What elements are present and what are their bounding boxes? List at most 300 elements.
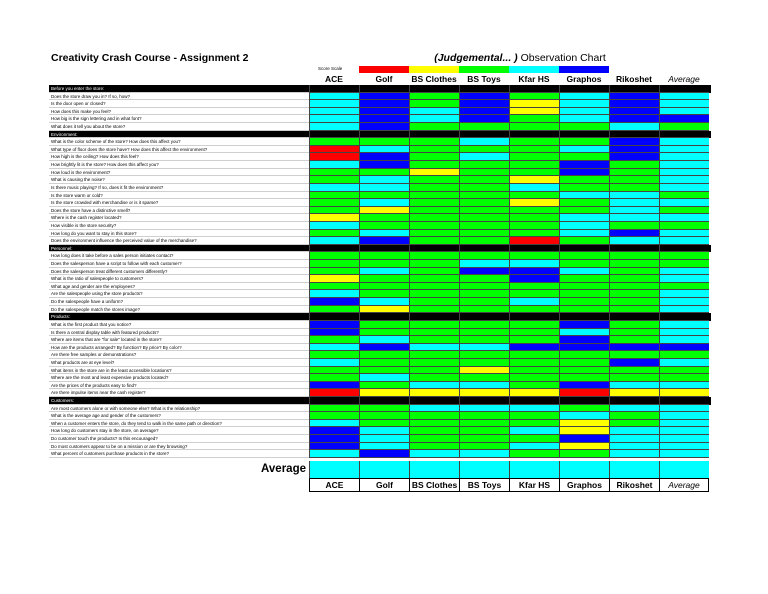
column-header: Graphos [566, 74, 602, 84]
score-cell [509, 443, 559, 451]
score-cell [509, 367, 559, 375]
score-cell [609, 367, 659, 375]
score-cell [659, 351, 709, 359]
score-cell [309, 146, 359, 154]
score-cell [559, 405, 609, 413]
score-cell [359, 214, 409, 222]
question-row [49, 93, 711, 101]
score-cell [659, 306, 709, 314]
score-cell [659, 450, 709, 458]
score-cell [509, 153, 559, 161]
score-cell [459, 344, 509, 352]
score-cell [509, 214, 559, 222]
question-label: What age and gender are the employees? [49, 283, 309, 291]
score-cell [559, 382, 609, 390]
score-cell [609, 131, 659, 139]
score-cell [459, 115, 509, 123]
question-row [49, 344, 711, 352]
score-cell [359, 138, 409, 146]
score-cell [509, 192, 559, 200]
score-cell [609, 192, 659, 200]
question-row [49, 367, 711, 375]
score-cell [309, 412, 359, 420]
score-cell [459, 184, 509, 192]
question-row [49, 298, 711, 306]
average-cell [559, 461, 609, 478]
score-cell [309, 222, 359, 230]
score-cell [309, 290, 359, 298]
score-cell [659, 298, 709, 306]
score-cell [309, 397, 359, 405]
score-cell [459, 230, 509, 238]
score-cell [459, 138, 509, 146]
score-cell [309, 351, 359, 359]
score-cell [409, 93, 459, 101]
score-cell [609, 275, 659, 283]
score-cell [609, 115, 659, 123]
score-cell [509, 222, 559, 230]
score-cell [559, 397, 609, 405]
score-scale-swatch [559, 66, 609, 73]
column-header: Kfar HS [509, 479, 559, 491]
score-cell [559, 420, 609, 428]
score-cell [409, 306, 459, 314]
score-cell [659, 443, 709, 451]
section-header-row [49, 313, 711, 321]
score-cell [559, 161, 609, 169]
score-cell [509, 184, 559, 192]
score-cell [459, 199, 509, 207]
score-cell [559, 275, 609, 283]
score-cell [559, 93, 609, 101]
score-cell [309, 443, 359, 451]
question-row [49, 192, 711, 200]
score-cell [409, 214, 459, 222]
score-cell [609, 184, 659, 192]
score-cell [509, 176, 559, 184]
score-cell [309, 275, 359, 283]
score-cell [609, 427, 659, 435]
score-cell [509, 100, 559, 108]
score-cell [309, 176, 359, 184]
question-label: Does the environment influence the perceived value of the merchandise? [49, 237, 309, 245]
score-cell [509, 169, 559, 177]
score-cell [609, 252, 659, 260]
score-cell [609, 123, 659, 131]
score-cell [309, 374, 359, 382]
question-row [49, 176, 711, 184]
score-cell [509, 435, 559, 443]
score-cell [409, 207, 459, 215]
question-label: Is the door open or closed? [49, 100, 309, 108]
score-cell [309, 199, 359, 207]
score-cell [409, 230, 459, 238]
score-scale-swatch [509, 66, 559, 73]
score-cell [609, 176, 659, 184]
score-cell [509, 123, 559, 131]
score-cell [659, 123, 709, 131]
question-label: Do customer touch the products? Is this encouraged? [49, 435, 309, 443]
score-cell [559, 443, 609, 451]
score-cell [309, 329, 359, 337]
question-label: What type of floor does the store have? How does this affect the environment? [49, 146, 309, 154]
question-label: When a customer enters the store, do they tend to walk in the same path or direction? [49, 420, 309, 428]
score-cell [359, 252, 409, 260]
score-cell [659, 207, 709, 215]
question-row [49, 450, 711, 458]
score-cell [359, 367, 409, 375]
score-cell [459, 237, 509, 245]
average-cell [659, 461, 709, 478]
score-cell [659, 93, 709, 101]
score-cell [459, 435, 509, 443]
score-cell [359, 184, 409, 192]
score-cell [609, 108, 659, 116]
score-cell [609, 290, 659, 298]
score-cell [509, 283, 559, 291]
score-cell [359, 169, 409, 177]
score-cell [309, 450, 359, 458]
score-cell [559, 260, 609, 268]
average-cell [359, 461, 409, 478]
score-cell [359, 405, 409, 413]
score-cell [609, 268, 659, 276]
score-cell [309, 169, 359, 177]
score-cell [509, 397, 559, 405]
score-cell [459, 420, 509, 428]
question-label: What is the average age and gender of the customers? [49, 412, 309, 420]
score-cell [459, 374, 509, 382]
question-label: Is there a central display table with featured products? [49, 329, 309, 337]
score-cell [659, 222, 709, 230]
question-label: What is the first product that you notice? [49, 321, 309, 329]
score-cell [359, 412, 409, 420]
score-cell [359, 382, 409, 390]
score-cell [559, 199, 609, 207]
average-cell [609, 461, 659, 478]
score-cell [509, 313, 559, 321]
score-cell [659, 230, 709, 238]
chart-title-text: Observation Chart [517, 52, 606, 64]
score-cell [359, 329, 409, 337]
score-cell [659, 359, 709, 367]
score-cell [409, 192, 459, 200]
question-row [49, 115, 711, 123]
score-cell [509, 207, 559, 215]
question-label: Are the salespeople using the store products? [49, 290, 309, 298]
question-row [49, 237, 711, 245]
score-cell [309, 382, 359, 390]
score-cell [659, 138, 709, 146]
score-cell [609, 146, 659, 154]
question-row [49, 169, 711, 177]
score-cell [409, 237, 459, 245]
score-cell [659, 275, 709, 283]
average-cell [409, 461, 459, 478]
score-cell [459, 153, 509, 161]
score-cell [609, 389, 659, 397]
score-cell [459, 146, 509, 154]
column-header: Golf [359, 479, 409, 491]
column-footer-row [309, 478, 709, 492]
score-cell [309, 207, 359, 215]
section-header-row [49, 245, 711, 253]
score-cell [409, 313, 459, 321]
score-cell [559, 222, 609, 230]
question-row [49, 108, 711, 116]
question-label: Does the salesperson have a script to follow with each customer? [49, 260, 309, 268]
score-cell [459, 389, 509, 397]
score-cell [509, 115, 559, 123]
question-row [49, 153, 711, 161]
question-row [49, 412, 711, 420]
score-cell [609, 412, 659, 420]
score-cell [659, 153, 709, 161]
score-cell [409, 382, 459, 390]
score-cell [309, 230, 359, 238]
score-cell [509, 85, 559, 93]
score-cell [609, 329, 659, 337]
question-label: Are most customers alone or with someone else? What is the relationship? [49, 405, 309, 413]
score-cell [409, 412, 459, 420]
score-cell [559, 321, 609, 329]
section-label: Environment: [49, 131, 309, 139]
score-cell [659, 260, 709, 268]
score-cell [309, 153, 359, 161]
score-cell [459, 306, 509, 314]
score-cell [559, 283, 609, 291]
score-cell [309, 184, 359, 192]
score-cell [409, 153, 459, 161]
score-cell [409, 245, 459, 253]
score-cell [559, 351, 609, 359]
question-label: Where are items that are "for sale" located in the store? [49, 336, 309, 344]
question-row [49, 351, 711, 359]
score-cell [309, 336, 359, 344]
score-cell [559, 100, 609, 108]
score-cell [509, 427, 559, 435]
score-cell [509, 275, 559, 283]
score-cell [659, 192, 709, 200]
score-cell [509, 298, 559, 306]
score-cell [309, 252, 359, 260]
score-cell [659, 336, 709, 344]
column-header-row [309, 73, 709, 85]
average-cell [509, 461, 559, 478]
question-row [49, 252, 711, 260]
column-header: Average [668, 74, 700, 84]
score-cell [359, 359, 409, 367]
score-cell [459, 412, 509, 420]
question-row [49, 420, 711, 428]
score-cell [559, 176, 609, 184]
score-cell [409, 351, 459, 359]
score-cell [609, 374, 659, 382]
score-scale-label: Score Scale [318, 66, 343, 71]
column-header: Kfar HS [518, 74, 550, 84]
page-title: Creativity Crash Course - Assignment 2 [51, 52, 249, 64]
score-cell [459, 367, 509, 375]
score-cell [459, 336, 509, 344]
score-cell [659, 313, 709, 321]
score-cell [409, 252, 459, 260]
question-row [49, 321, 711, 329]
score-cell [309, 100, 359, 108]
score-cell [309, 123, 359, 131]
score-cell [409, 336, 459, 344]
score-cell [509, 306, 559, 314]
score-cell [359, 146, 409, 154]
score-cell [509, 382, 559, 390]
score-cell [459, 93, 509, 101]
score-cell [509, 108, 559, 116]
score-cell [609, 161, 659, 169]
score-cell [359, 161, 409, 169]
score-cell [659, 290, 709, 298]
question-row [49, 374, 711, 382]
score-cell [409, 100, 459, 108]
question-row [49, 123, 711, 131]
score-cell [459, 131, 509, 139]
score-cell [659, 146, 709, 154]
score-cell [509, 230, 559, 238]
score-cell [559, 298, 609, 306]
score-cell [559, 123, 609, 131]
section-header-row [49, 397, 711, 405]
question-row [49, 230, 711, 238]
score-cell [309, 367, 359, 375]
score-cell [609, 397, 659, 405]
section-label: Customers: [49, 397, 309, 405]
score-cell [509, 161, 559, 169]
score-cell [309, 283, 359, 291]
score-cell [459, 382, 509, 390]
score-cell [509, 351, 559, 359]
score-cell [659, 321, 709, 329]
column-header: BS Clothes [411, 74, 457, 84]
score-cell [409, 268, 459, 276]
score-cell [359, 268, 409, 276]
score-cell [359, 85, 409, 93]
question-label: What products are at eye level? [49, 359, 309, 367]
question-label: How loud is the environment? [49, 169, 309, 177]
score-cell [359, 131, 409, 139]
question-row [49, 283, 711, 291]
score-cell [609, 153, 659, 161]
score-cell [509, 146, 559, 154]
score-cell [659, 389, 709, 397]
score-cell [459, 85, 509, 93]
score-cell [459, 329, 509, 337]
score-cell [659, 245, 709, 253]
score-cell [659, 184, 709, 192]
score-cell [359, 153, 409, 161]
score-cell [459, 427, 509, 435]
score-cell [409, 374, 459, 382]
score-cell [359, 313, 409, 321]
score-cell [409, 367, 459, 375]
question-label: How long do customers stay in the store, on average? [49, 427, 309, 435]
score-cell [409, 161, 459, 169]
score-cell [509, 344, 559, 352]
score-cell [559, 313, 609, 321]
question-label: Are there free samples or demonstrations? [49, 351, 309, 359]
score-cell [659, 367, 709, 375]
question-label: What does it tell you about the store? [49, 123, 309, 131]
column-header: Average [659, 479, 709, 491]
score-cell [309, 321, 359, 329]
score-cell [509, 268, 559, 276]
score-cell [309, 115, 359, 123]
score-cell [359, 199, 409, 207]
question-label: Does the salesperson treat different customers differently? [49, 268, 309, 276]
section-label: Personnel: [49, 245, 309, 253]
score-cell [609, 405, 659, 413]
question-row [49, 184, 711, 192]
score-cell [509, 199, 559, 207]
score-cell [359, 283, 409, 291]
score-cell [509, 321, 559, 329]
score-cell [659, 382, 709, 390]
score-cell [459, 100, 509, 108]
question-row [49, 336, 711, 344]
score-cell [359, 374, 409, 382]
score-cell [609, 450, 659, 458]
score-cell [609, 435, 659, 443]
score-cell [559, 329, 609, 337]
score-cell [659, 374, 709, 382]
score-cell [559, 412, 609, 420]
score-cell [459, 123, 509, 131]
question-label: Does the store have a distinctive smell? [49, 207, 309, 215]
score-cell [609, 138, 659, 146]
score-cell [359, 176, 409, 184]
question-label: How visible is the store security? [49, 222, 309, 230]
question-row [49, 260, 711, 268]
score-cell [559, 367, 609, 375]
question-label: Is there music playing? If so, does it fit the environment? [49, 184, 309, 192]
score-cell [609, 382, 659, 390]
score-cell [509, 405, 559, 413]
question-row [49, 268, 711, 276]
score-cell [659, 412, 709, 420]
score-cell [659, 169, 709, 177]
score-cell [359, 443, 409, 451]
score-cell [659, 100, 709, 108]
question-row [49, 427, 711, 435]
score-cell [309, 138, 359, 146]
score-cell [559, 252, 609, 260]
score-cell [459, 260, 509, 268]
score-cell [409, 450, 459, 458]
score-cell [509, 252, 559, 260]
score-cell [609, 336, 659, 344]
score-cell [659, 176, 709, 184]
score-cell [309, 214, 359, 222]
score-cell [609, 313, 659, 321]
score-cell [309, 245, 359, 253]
section-label: Products: [49, 313, 309, 321]
score-cell [459, 161, 509, 169]
score-cell [409, 298, 459, 306]
score-cell [659, 420, 709, 428]
score-cell [509, 374, 559, 382]
score-cell [309, 435, 359, 443]
score-cell [359, 123, 409, 131]
score-cell [309, 192, 359, 200]
score-cell [609, 237, 659, 245]
score-cell [659, 329, 709, 337]
